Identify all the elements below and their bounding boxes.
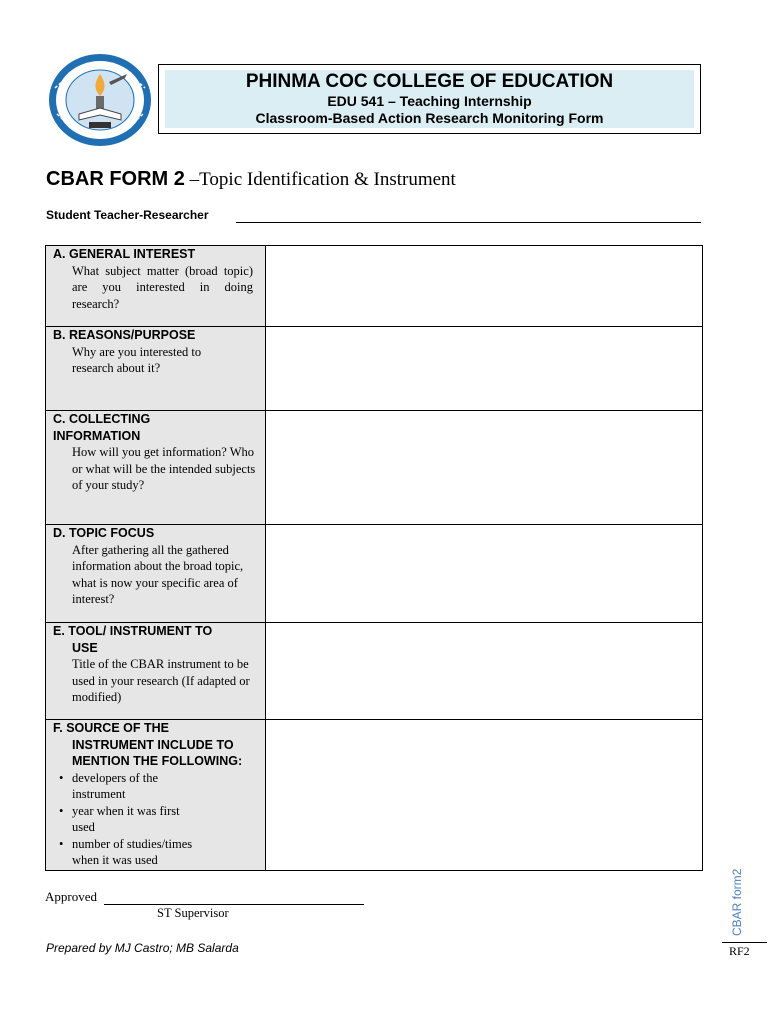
student-name-field-line[interactable]	[236, 222, 701, 223]
answer-cell-collecting-information[interactable]	[266, 411, 703, 525]
form-title-code: CBAR FORM 2	[46, 168, 185, 190]
bullet: •	[59, 803, 64, 818]
answer-cell-source-of-instrument[interactable]	[266, 720, 703, 871]
row-label-tool-instrument	[46, 623, 266, 720]
page-code: RF2	[729, 944, 750, 958]
prepared-by: Prepared by MJ Castro; MB Salarda	[46, 941, 239, 955]
table-row	[46, 623, 703, 720]
answer-cell-topic-focus[interactable]	[266, 525, 703, 623]
list-item: • developers of the instrument	[59, 770, 159, 801]
row-heading: A. GENERAL INTEREST	[53, 247, 196, 261]
row-description: How will you get information? Who or what will be the intended subjects of your study?	[72, 445, 256, 492]
form-title	[46, 168, 456, 191]
row-label-topic-focus	[46, 525, 266, 623]
form-title-subtitle: –Topic Identification & Instrument	[184, 169, 456, 190]
table-row	[46, 246, 703, 327]
row-label-reasons-purpose	[46, 327, 266, 411]
header-shaded-panel	[165, 70, 694, 128]
college-title: PHINMA COC COLLEGE OF EDUCATION	[245, 71, 614, 92]
row-heading: E. TOOL/ INSTRUMENT TO	[53, 624, 213, 638]
approved-label: Approved	[45, 889, 97, 904]
answer-cell-general-interest[interactable]	[266, 246, 703, 327]
table-row	[46, 525, 703, 623]
row-label-source-of-instrument	[46, 720, 266, 871]
table-row	[46, 327, 703, 411]
student-label: Student Teacher-Researcher	[46, 208, 209, 222]
row-heading: F. SOURCE OF THE	[53, 721, 169, 735]
college-seal-logo	[47, 52, 153, 148]
side-form-label: CBAR form2	[730, 868, 744, 936]
instrument-source-list	[53, 770, 265, 869]
supervisor-label: ST Supervisor	[157, 906, 229, 920]
row-heading: B. REASONS/PURPOSE	[53, 328, 196, 342]
form-name: Classroom-Based Action Research Monitoring Form	[255, 110, 604, 126]
row-description: What subject matter (broad topic) are you interested in doing research?	[72, 263, 253, 311]
row-description: After gathering all the gathered information about the broad topic, what is now your specific area of interest?	[72, 542, 244, 606]
bullet: •	[59, 770, 64, 785]
list-item: • year when it was first used	[59, 803, 180, 834]
row-label-collecting-information	[46, 411, 266, 525]
header-box	[158, 64, 701, 134]
row-description: Why are you interested to research about it?	[72, 344, 202, 375]
list-item: • number of studies/times when it was used	[59, 836, 193, 867]
row-label-general-interest	[46, 246, 266, 327]
answer-cell-reasons-purpose[interactable]	[266, 327, 703, 411]
row-description: Title of the CBAR instrument to be used in your research (If adapted or modified)	[72, 657, 250, 704]
course-title: EDU 541 – Teaching Internship	[327, 93, 532, 109]
answer-cell-tool-instrument[interactable]	[266, 623, 703, 720]
cbar-form-table	[45, 245, 703, 871]
table-row	[46, 411, 703, 525]
approval-signature-line[interactable]	[104, 904, 364, 905]
row-heading: D. TOPIC FOCUS	[53, 526, 155, 540]
row-heading-continued: USE	[72, 640, 98, 655]
row-heading: C. COLLECTING INFORMATION	[53, 412, 151, 443]
table-row	[46, 720, 703, 871]
row-heading-continued: INSTRUMENT INCLUDE TO MENTION THE FOLLOWING:	[72, 737, 243, 768]
footer-divider	[722, 942, 767, 943]
bullet: •	[59, 836, 64, 851]
